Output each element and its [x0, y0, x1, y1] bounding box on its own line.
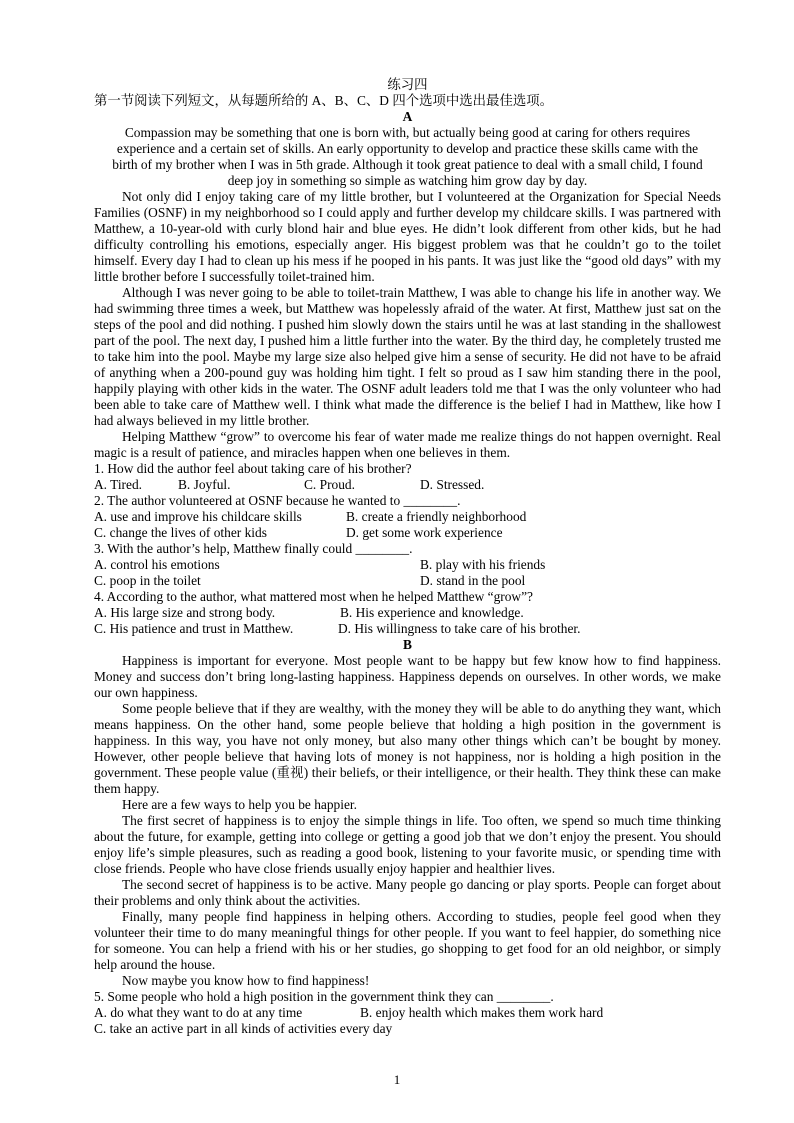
- option-a: A. use and improve his childcare skills: [94, 509, 302, 524]
- passage-a-paragraph: Helping Matthew “grow” to overcome his fear of water made me realize things do not happen overnight. Real magic is a result of patience, and miracles happen when one believes in them.: [94, 429, 721, 460]
- option-d: D. His willingness to take care of his brother.: [338, 621, 581, 636]
- intro-line: birth of my brother when I was in 5th grade. Although it took great patience to deal with a small child, I found: [112, 157, 703, 172]
- page-number: 1: [393, 1072, 401, 1087]
- question-1-stem: 1. How did the author feel about taking care of his brother?: [94, 461, 412, 476]
- passage-b-paragraph: The second secret of happiness is to be active. Many people go dancing or play sports. People can forget about their problems and only think about the activities.: [94, 877, 721, 908]
- intro-line: Compassion may be something that one is born with, but actually being good at caring for others requires: [124, 125, 691, 140]
- option-c: C. His patience and trust in Matthew.: [94, 621, 294, 636]
- option-a: A. control his emotions: [94, 557, 220, 572]
- passage-a-letter: A: [402, 109, 413, 124]
- passage-b-paragraph: Now maybe you know how to find happiness!: [122, 973, 370, 988]
- option-d: D. Stressed.: [420, 477, 485, 492]
- passage-b-paragraph: Finally, many people find happiness in helping others. According to studies, people feel good when they volunteer their time to do many meaningful things for other people. If you want to feel happier, do something nice for someone. You can help a friend with his or her studies, go shopping to get food for an old neighbor, or simply help around the house.: [94, 909, 721, 972]
- option-c: C. take an active part in all kinds of activities every day: [94, 1021, 393, 1036]
- question-5-options: [94, 1005, 721, 1021]
- intro-line: experience and a certain set of skills. An early opportunity to develop and practice these skills came with the: [116, 141, 699, 156]
- exercise-title: 练习四: [387, 77, 428, 92]
- passage-a-intro: [94, 125, 721, 189]
- option-a: A. do what they want to do at any time: [94, 1005, 303, 1020]
- question-4-stem: 4. According to the author, what mattered most when he helped Matthew “grow”?: [94, 589, 533, 604]
- passage-b-paragraph: Here are a few ways to help you be happier.: [122, 797, 357, 812]
- option-c: C. Proud.: [304, 477, 355, 492]
- section-instruction: 第一节阅读下列短文，从每题所给的 A、B、C、D 四个选项中选出最佳选项。: [94, 93, 554, 108]
- question-2-options-row2: [94, 525, 721, 541]
- option-b: B. His experience and knowledge.: [340, 605, 524, 620]
- option-c: C. poop in the toilet: [94, 573, 201, 588]
- option-b: B. Joyful.: [178, 477, 231, 492]
- question-2-stem: 2. The author volunteered at OSNF because he wanted to ________.: [94, 493, 461, 508]
- option-a: A. Tired.: [94, 477, 142, 492]
- option-a: A. His large size and strong body.: [94, 605, 276, 620]
- question-3-options: [94, 557, 721, 573]
- intro-line: deep joy in something so simple as watching him grow day by day.: [227, 173, 588, 188]
- question-4-options: [94, 605, 721, 621]
- document-page: [94, 77, 721, 1037]
- option-d: D. get some work experience: [346, 525, 503, 540]
- question-1-options: [94, 477, 721, 493]
- passage-b-letter: B: [403, 637, 412, 652]
- passage-a-paragraph: Although I was never going to be able to toilet-train Matthew, I was able to change his life in another way. We had swimming three times a week, but Matthew was hopelessly afraid of the water. At first, Matthew just sat on the steps of the pool and did nothing. I pushed him slowly down the stairs until he was at last standing in the shallowest part of the pool. The next day, I pushed him a little further into the water. By the third day, he completely trusted me to take him into the pool. Maybe my large size also helped give him a sense of security. He did not have to be afraid of anything when a 200-pound guy was holding him tight. I felt so proud as I saw him standing there in the pool, happily playing with other kids in the water. The OSNF adult leaders told me that I was the only volunteer who had been able to take care of Matthew well. I think what made the difference is the belief I had in Matthew, like how I had always believed in my little brother.: [94, 285, 721, 428]
- question-2-options: [94, 509, 721, 525]
- option-b: B. create a friendly neighborhood: [346, 509, 527, 524]
- question-3-options-row2: [94, 573, 721, 589]
- option-c: C. change the lives of other kids: [94, 525, 267, 540]
- option-b: B. enjoy health which makes them work hard: [360, 1005, 604, 1020]
- question-5-stem: 5. Some people who hold a high position in the government think they can ________.: [94, 989, 554, 1004]
- passage-b-paragraph: The first secret of happiness is to enjoy the simple things in life. Too often, we spend so much time thinking about the future, for example, getting into college or getting a good job that we don’t enjoy the present. You should enjoy life’s simple pleasures, such as reading a good book, listening to your favorite music, or spending time with close friends. People who have close friends usually enjoy happier and healthier lives.: [94, 813, 721, 876]
- passage-b-paragraph: Happiness is important for everyone. Most people want to be happy but few know how to find happiness. Money and success don’t bring long-lasting happiness. Happiness depends on ourselves. In other words, we make our own happiness.: [94, 653, 721, 700]
- passage-b-paragraph: Some people believe that if they are wealthy, with the money they will be able to do anything they want, which means happiness. On the other hand, some people believe that holding a high position in the government is happiness. In this way, you have not only money, but also many other things which can’t be bought by money. However, other people believe that having lots of money is not happiness, nor is holding a high position in the government. These people value (重视) their beliefs, or their intelligence, or their health. They think these can make them happy.: [94, 701, 721, 796]
- option-b: B. play with his friends: [420, 557, 546, 572]
- option-d: D. stand in the pool: [420, 573, 526, 588]
- question-4-options-row2: [94, 621, 721, 637]
- passage-a-paragraph: Not only did I enjoy taking care of my little brother, but I volunteered at the Organization for Special Needs Families (OSNF) in my neighborhood so I could apply and further develop my childcare skills. I was partnered with Matthew, a 10-year-old with curly blond hair and blue eyes. He didn’t look different from other kids, but he had difficulty controlling his emotions, especially anger. His biggest problem was that he couldn’t go to the toilet himself. Every day I had to clean up his mess if he pooped in his pants. It was just like the “good old days” with my little brother before I successfully toilet-trained him.: [94, 189, 721, 284]
- question-3-stem: 3. With the author’s help, Matthew finally could ________.: [94, 541, 413, 556]
